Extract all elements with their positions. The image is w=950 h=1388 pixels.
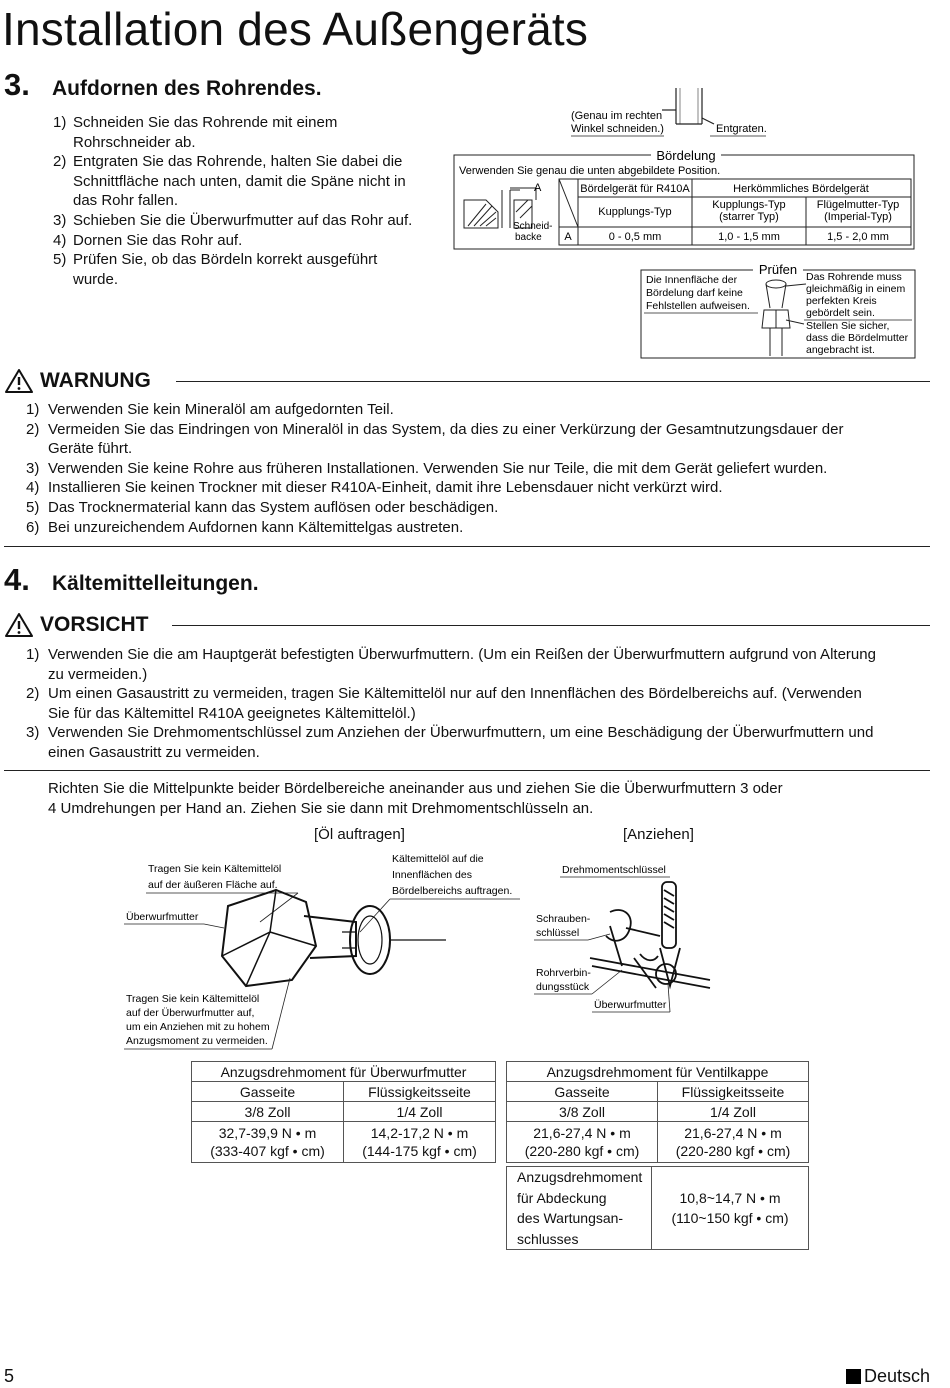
svg-text:Schneid-: Schneid- [513, 221, 553, 232]
table-cell: 3/8 Zoll [507, 1102, 658, 1122]
table-cell: Anzugsdrehmoment für Abdeckung des Wartungsan- schlusses [507, 1167, 652, 1250]
table-cell: 1/4 Zoll [344, 1102, 496, 1122]
svg-text:Flügelmutter-Typ: Flügelmutter-Typ [816, 199, 900, 211]
section-4-heading [4, 562, 259, 598]
list-item: 2) Entgraten Sie das Rohrende, halten Sie dabei die Schnittfläche nach unten, damit die Späne nicht in das Rohr fallen. [53, 153, 406, 210]
svg-text:auf der Überwurfmutter auf,: auf der Überwurfmutter auf, [126, 1007, 255, 1019]
svg-text:Bördelbereichs auftragen.: Bördelbereichs auftragen. [392, 885, 513, 897]
svg-text:Kupplungs-Typ: Kupplungs-Typ [712, 199, 786, 211]
page-title: Installation des Außengeräts [2, 3, 589, 55]
svg-text:auf der äußeren Fläche auf.: auf der äußeren Fläche auf. [148, 879, 278, 891]
svg-text:Drehmomentschlüssel: Drehmomentschlüssel [562, 864, 666, 876]
warning-heading [4, 368, 151, 394]
warning-rule [176, 381, 930, 382]
instruction-text: Richten Sie die Mittelpunkte beider Bördelbereiche aneinander aus und ziehen Sie die Überwurfmuttern 3 oder 4 Umdrehungen per Hand an. Ziehen Sie sie dann mit Drehmomentschlüsseln an. [48, 780, 783, 817]
svg-text:Herkömmliches Bördelgerät: Herkömmliches Bördelgerät [733, 183, 869, 195]
svg-text:gebördelt sein.: gebördelt sein. [806, 307, 875, 319]
svg-text:Bördelgerät für R410A: Bördelgerät für R410A [580, 183, 690, 195]
caution-list [26, 645, 936, 763]
svg-text:Innenflächen des: Innenflächen des [392, 869, 472, 881]
table-cell: 1/4 Zoll [658, 1102, 809, 1122]
svg-text:Anzugsmoment zu vermeiden.: Anzugsmoment zu vermeiden. [126, 1035, 268, 1047]
warning-icon [4, 368, 34, 394]
tighten-figure [530, 856, 730, 1016]
divider [4, 770, 930, 771]
svg-text:Winkel schneiden.): Winkel schneiden.) [571, 123, 664, 135]
table-header: Gasseite [192, 1082, 344, 1102]
svg-text:Prüfen: Prüfen [758, 262, 798, 277]
square-bullet-icon [846, 1369, 861, 1384]
list-item: 3) Verwenden Sie Drehmomentschlüssel zum Anziehen der Überwurfmuttern, um eine Beschädigung der Überwurfmuttern und einen Gasaustritt zu vermeiden. [26, 724, 874, 761]
list-item: 6) Bei unzureichendem Aufdornen kann Kältemittelgas austreten. [26, 518, 464, 536]
svg-text:(Genau im rechten: (Genau im rechten [571, 110, 663, 122]
list-item: 3) Verwenden Sie keine Rohre aus früheren Installationen. Verwenden Sie nur Teile, die mit dem Gerät geliefert wurden. [26, 459, 828, 477]
flare-nut-icon [222, 890, 446, 986]
list-item: 4) Dornen Sie das Rohr auf. [53, 231, 243, 249]
caution-heading [4, 612, 149, 638]
svg-text:1,5 - 2,0 mm: 1,5 - 2,0 mm [827, 231, 889, 243]
flare-nut-torque-table [191, 1061, 496, 1163]
flare-check-icon [762, 280, 806, 356]
svg-text:(Imperial-Typ): (Imperial-Typ) [824, 211, 892, 223]
table-cell: 14,2-17,2 N • m (144-175 kgf • cm) [344, 1122, 496, 1163]
svg-text:(starrer Typ): (starrer Typ) [719, 211, 779, 223]
language-label: Deutsch [846, 1366, 930, 1387]
list-item: 2) Vermeiden Sie das Eindringen von Mineralöl in das System, da dies zu einer Verkürzung der Gesamtnutzungsdauer der Geräte führt. [26, 420, 844, 458]
svg-text:Entgraten.: Entgraten. [716, 123, 767, 135]
oil-figure-caption: [Öl auftragen] [314, 826, 405, 843]
tighten-figure-caption: [Anziehen] [623, 826, 694, 843]
flaring-figure [440, 88, 930, 363]
list-item: 1) Verwenden Sie kein Mineralöl am aufgedornten Teil. [26, 401, 394, 418]
list-item: 1) Schneiden Sie das Rohrende mit einem Rohrschneider ab. [53, 114, 338, 151]
svg-text:Rohrverbin-: Rohrverbin- [536, 967, 591, 979]
svg-text:um ein Anziehen mit zu hohem: um ein Anziehen mit zu hohem [126, 1021, 270, 1033]
svg-text:Bördelung: Bördelung [656, 148, 716, 163]
table-cell: 3/8 Zoll [192, 1102, 344, 1122]
warning-list [26, 400, 936, 537]
list-item: 5) Prüfen Sie, ob das Bördeln korrekt ausgeführt wurde. [53, 251, 378, 288]
warning-title: WARNUNG [40, 369, 151, 392]
section-number: 3. [4, 67, 30, 102]
table-cell: 10,8~14,7 N • m (110~150 kgf • cm) [652, 1167, 809, 1250]
svg-text:Kupplungs-Typ: Kupplungs-Typ [598, 206, 672, 218]
caution-title: VORSICHT [40, 613, 149, 636]
table-cell: 21,6-27,4 N • m (220-280 kgf • cm) [507, 1122, 658, 1163]
svg-text:1,0 - 1,5 mm: 1,0 - 1,5 mm [718, 231, 780, 243]
svg-text:Die Innenfläche der: Die Innenfläche der [646, 274, 738, 286]
table-title: Anzugsdrehmoment für Überwurfmutter [192, 1062, 496, 1082]
list-item: 2) Um einen Gasaustritt zu vermeiden, tragen Sie Kältemittelöl nur auf den Innenflächen des Bördelbereichs auf. (Verwenden Sie für das Kältemittel R410A geeignetes Kältemittelöl.) [26, 685, 862, 722]
svg-text:Kältemittelöl auf die: Kältemittelöl auf die [392, 853, 484, 865]
svg-text:A: A [564, 231, 572, 243]
svg-text:Tragen Sie kein Kältemittelöl: Tragen Sie kein Kältemittelöl [148, 863, 282, 875]
svg-text:backe: backe [515, 232, 542, 243]
caution-icon [4, 612, 34, 638]
svg-text:gleichmäßig in einem: gleichmäßig in einem [806, 283, 906, 295]
caution-rule [172, 625, 930, 626]
service-port-torque-table [506, 1166, 809, 1250]
valve-cap-torque-table [506, 1061, 809, 1163]
table-header: Gasseite [507, 1082, 658, 1102]
svg-text:schlüssel: schlüssel [536, 927, 580, 939]
svg-text:Stellen Sie sicher,: Stellen Sie sicher, [806, 320, 890, 332]
pipe-cut-icon [662, 88, 714, 124]
svg-text:perfekten Kreis: perfekten Kreis [806, 295, 877, 307]
list-item: 4) Installieren Sie keinen Trockner mit dieser R410A-Einheit, damit ihre Lebensdauer nicht verkürzt wird. [26, 479, 723, 497]
svg-text:Bördelung darf keine: Bördelung darf keine [646, 287, 743, 299]
svg-text:dass die Bördelmutter: dass die Bördelmutter [806, 332, 909, 344]
section-3-heading [4, 67, 322, 103]
table-cell: 32,7-39,9 N • m (333-407 kgf • cm) [192, 1122, 344, 1163]
svg-text:Überwurfmutter: Überwurfmutter [594, 999, 667, 1011]
section-3-steps [53, 113, 453, 289]
section-title: Kältemittelleitungen. [52, 572, 259, 595]
svg-text:Fehlstellen aufweisen.: Fehlstellen aufweisen. [646, 300, 750, 312]
table-header: Flüssigkeitsseite [344, 1082, 496, 1102]
table-cell: 21,6-27,4 N • m (220-280 kgf • cm) [658, 1122, 809, 1163]
page-number: 5 [4, 1366, 15, 1386]
svg-text:A: A [534, 182, 542, 194]
svg-text:Überwurfmutter: Überwurfmutter [126, 911, 199, 923]
svg-text:0 - 0,5 mm: 0 - 0,5 mm [608, 231, 662, 243]
oil-figure [120, 846, 530, 1051]
svg-text:Das Rohrende muss: Das Rohrende muss [806, 271, 902, 283]
list-item: 5) Das Trocknermaterial kann das System auflösen oder beschädigen. [26, 498, 499, 516]
table-header: Flüssigkeitsseite [658, 1082, 809, 1102]
svg-text:Tragen Sie kein Kältemittelöl: Tragen Sie kein Kältemittelöl [126, 993, 260, 1005]
svg-text:angebracht ist.: angebracht ist. [806, 344, 875, 356]
list-item: 3) Schieben Sie die Überwurfmutter auf das Rohr auf. [53, 211, 413, 229]
table-title: Anzugsdrehmoment für Ventilkappe [507, 1062, 809, 1082]
divider [4, 546, 930, 547]
section-title: Aufdornen des Rohrendes. [52, 77, 322, 100]
svg-text:dungsstück: dungsstück [536, 981, 590, 993]
svg-text:Schrauben-: Schrauben- [536, 913, 591, 925]
list-item: 1) Verwenden Sie die am Hauptgerät befestigten Überwurfmuttern. (Um ein Reißen der Überwurfmuttern aufgrund von Alterung zu vermeiden.) [26, 646, 876, 683]
section-number: 4. [4, 562, 30, 597]
svg-text:Verwenden Sie genau die unten: Verwenden Sie genau die unten abgebildete Position. [459, 165, 721, 177]
